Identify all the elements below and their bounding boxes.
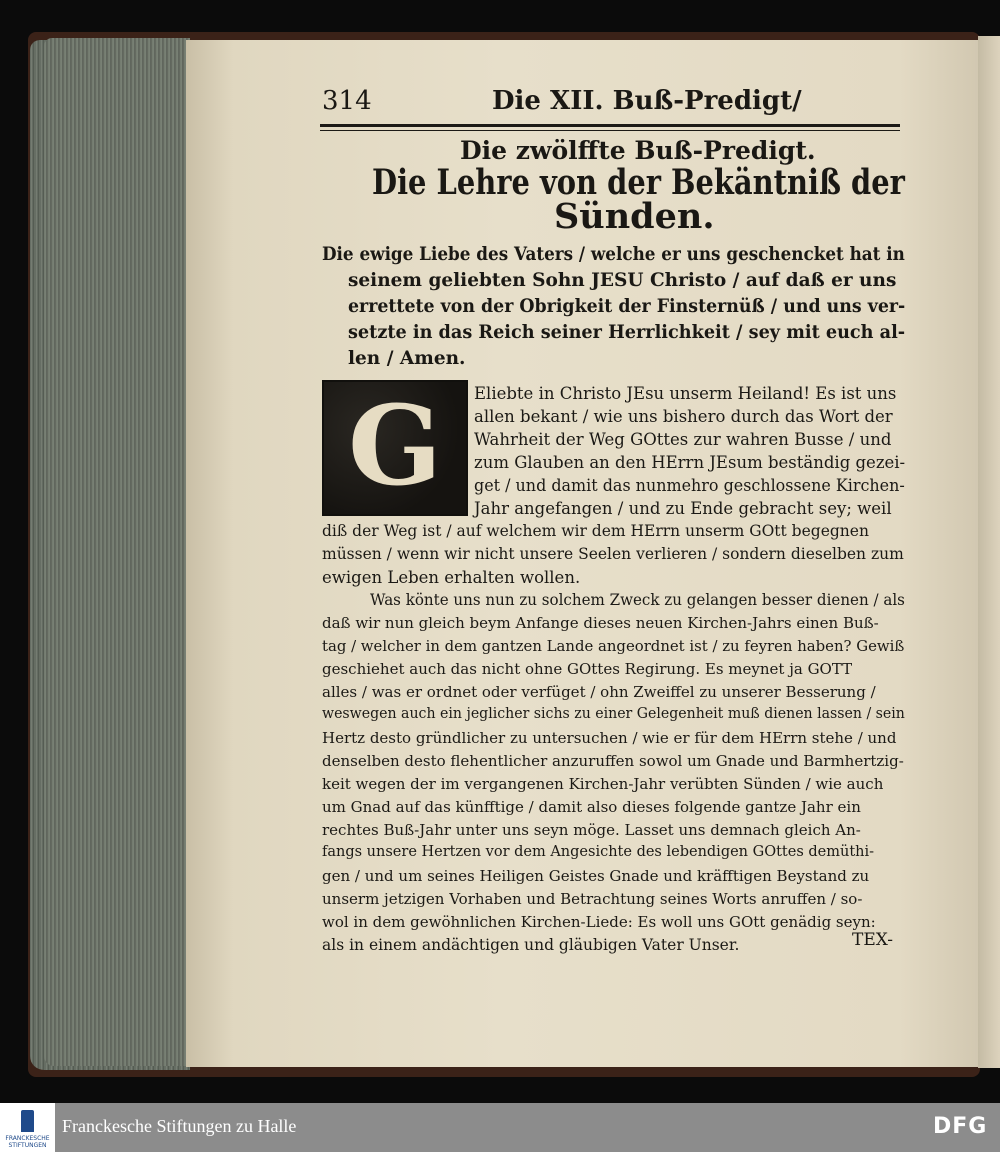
page-edge-stack bbox=[44, 38, 190, 1066]
body-line: müssen / wenn wir nicht unsere Seelen verlieren / sondern dieselben zum bbox=[322, 545, 904, 563]
body-line: denselben desto flehentlicher anzuruffen sowol um Gnade und Barmhertzig- bbox=[322, 752, 904, 770]
body-line: get / und damit das nunmehro geschlossene Kirchen- bbox=[474, 476, 905, 495]
blessing-line: setzte in das Reich seiner Herrlichkeit / sey mit euch al- bbox=[348, 322, 906, 343]
body-line: rechtes Buß-Jahr unter uns seyn möge. Lasset uns demnach gleich An- bbox=[322, 821, 861, 839]
sermon-heading-line-1: Die Lehre von der Bekäntniß der bbox=[372, 162, 905, 203]
body-line: diß der Weg ist / auf welchem wir dem HErrn unserm GOtt begegnen bbox=[322, 522, 869, 540]
dfg-logo[interactable]: DFG bbox=[933, 1114, 988, 1139]
body-line: geschiehet auch das nicht ohne GOttes Regirung. Es meynet ja GOTT bbox=[322, 660, 853, 678]
body-line: unserm jetzigen Vorhaben und Betrachtung seines Worts anruffen / so- bbox=[322, 890, 863, 908]
body-line: um Gnad auf das künfftige / damit also dieses folgende gantze Jahr ein bbox=[322, 798, 861, 816]
next-page-sliver bbox=[978, 36, 1000, 1068]
body-line: alles / was er ordnet oder verfüget / ohn Zweiffel zu unserer Besserung / bbox=[322, 683, 876, 701]
body-line: allen bekant / wie uns bishero durch das Wort der bbox=[474, 407, 893, 426]
building-icon bbox=[21, 1110, 34, 1132]
decorated-initial-letter: G bbox=[348, 381, 442, 510]
body-line: ewigen Leben erhalten wollen. bbox=[322, 568, 581, 587]
sermon-title: Die zwölffte Buß-Predigt. bbox=[460, 136, 816, 165]
institution-name[interactable]: Franckesche Stiftungen zu Halle bbox=[62, 1116, 297, 1136]
decorated-initial bbox=[322, 380, 468, 516]
body-line: zum Glauben an den HErrn JEsum beständig gezei- bbox=[474, 453, 906, 472]
header-rule bbox=[320, 124, 900, 127]
blessing-line: Die ewige Liebe des Vaters / welche er uns geschencket hat in bbox=[322, 244, 905, 265]
body-line: weswegen auch ein jeglicher sichs zu einer Gelegenheit muß dienen lassen / sein bbox=[322, 706, 905, 722]
blessing-line: seinem geliebten Sohn JESU Christo / auf daß er uns bbox=[348, 270, 897, 291]
logo-caption: FRANCKESCHE STIFTUNGEN bbox=[5, 1135, 50, 1149]
blessing-line: errettete von der Obrigkeit der Finsternüß / und uns ver- bbox=[348, 296, 906, 317]
body-line: Eliebte in Christo JEsu unserm Heiland! Es ist uns bbox=[474, 384, 897, 403]
body-line: fangs unsere Hertzen vor dem Angesichte des lebendigen GOttes demüthi- bbox=[322, 844, 875, 860]
footer-bar bbox=[0, 1103, 1000, 1152]
body-line: als in einem andächtigen und gläubigen Vater Unser. bbox=[322, 936, 740, 954]
body-line: keit wegen der im vergangenen Kirchen-Jahr verübten Sünden / wie auch bbox=[322, 775, 884, 793]
catchword: TEX- bbox=[852, 930, 893, 950]
body-line: tag / welcher in dem gantzen Lande angeordnet ist / zu feyren haben? Gewiß bbox=[322, 637, 905, 655]
running-head: Die XII. Buß-Predigt/ bbox=[492, 86, 802, 116]
page-number: 314 bbox=[322, 86, 372, 116]
body-line: wol in dem gewöhnlichen Kirchen-Liede: Es woll uns GOtt genädig seyn: bbox=[322, 913, 876, 931]
header-rule-thin bbox=[320, 130, 900, 131]
sermon-heading-line-2: Sünden. bbox=[554, 196, 715, 237]
body-line: gen / und um seines Heiligen Geistes Gnade und kräfftigen Beystand zu bbox=[322, 867, 870, 885]
body-line: Jahr angefangen / und zu Ende gebracht sey; weil bbox=[474, 499, 892, 518]
body-line: daß wir nun gleich beym Anfange dieses neuen Kirchen-Jahrs einen Buß- bbox=[322, 614, 879, 632]
body-line: Hertz desto gründlicher zu untersuchen / wie er für dem HErrn stehe / und bbox=[322, 729, 897, 747]
body-line: Was könte uns nun zu solchem Zweck zu gelangen besser dienen / als bbox=[370, 591, 905, 609]
institution-logo[interactable] bbox=[0, 1103, 55, 1152]
blessing-line: len / Amen. bbox=[348, 348, 466, 369]
body-line: Wahrheit der Weg GOttes zur wahren Busse / und bbox=[474, 430, 892, 449]
